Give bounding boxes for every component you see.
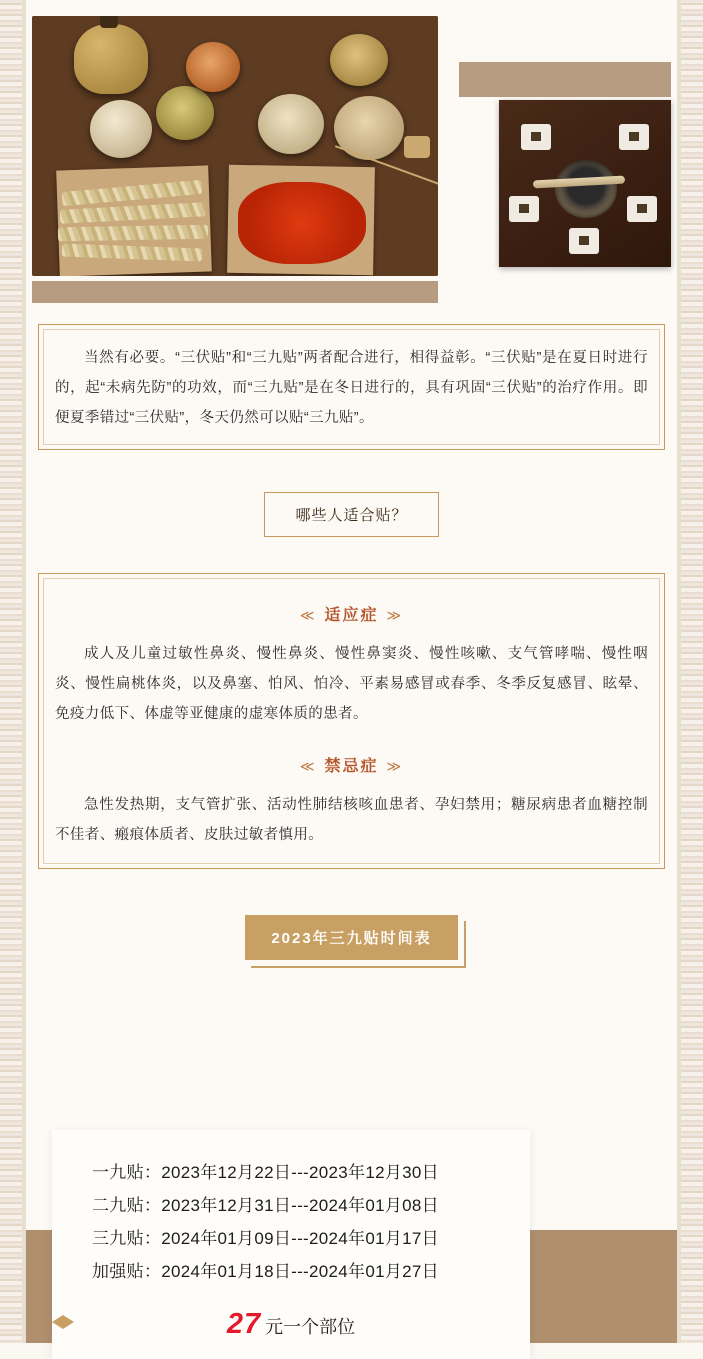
- price-row: [52, 1308, 530, 1341]
- bowl-sliced-root: [90, 100, 152, 158]
- bowl-orange-herb: [186, 42, 240, 92]
- diamond-left-icon: ≪: [299, 607, 317, 623]
- schedule-line-2: 二九贴：2023年12月31日---2024年01月08日: [92, 1196, 439, 1215]
- article-page: [26, 0, 677, 1343]
- bowl-sticks: [330, 34, 388, 86]
- moxibustion-photo: [499, 100, 671, 267]
- contraindications-text: 急性发热期，支气管扩张、活动性肺结核咳血患者、孕妇禁用；糖尿病患者血糖控制不佳者、瘢痕体质者、皮肤过敏者慎用。: [55, 797, 648, 843]
- question-heading-wrap: [26, 492, 677, 537]
- decorative-band-top: [459, 62, 671, 97]
- timetable-heading: 2023年三九贴时间表: [245, 915, 457, 960]
- question-heading: 哪些人适合贴？: [264, 492, 438, 537]
- left-decorative-border: [0, 0, 26, 1343]
- saffron-pile: [238, 182, 366, 264]
- schedule-line-4: 加强贴：2024年01月18日---2024年01月27日: [92, 1262, 439, 1281]
- indications-title-row: [55, 602, 648, 625]
- patch-2: [619, 124, 649, 150]
- wooden-tag: [404, 136, 430, 158]
- bottom-section: [26, 1130, 677, 1343]
- timetable-heading-wrap: [26, 915, 677, 960]
- indications-title: 适应症: [324, 607, 379, 624]
- herbs-photo: [32, 16, 438, 276]
- patch-3: [509, 196, 539, 222]
- price-unit: 元一个部位: [265, 1317, 356, 1337]
- root-slice-3: [58, 225, 208, 242]
- diamond-left-icon-2: ≪: [299, 758, 317, 774]
- price-amount: 27: [226, 1308, 262, 1340]
- right-decorative-border: [677, 0, 703, 1343]
- schedule-card: [52, 1130, 530, 1359]
- schedule-line-1: 一九贴：2023年12月22日---2023年12月30日: [92, 1163, 439, 1182]
- contraindications-title: 禁忌症: [324, 758, 379, 775]
- decorative-band-bottom: [32, 281, 438, 303]
- schedule-line-3: 三九贴：2024年01月09日---2024年01月17日: [92, 1229, 439, 1248]
- conditions-box: [38, 573, 665, 869]
- intro-paragraph: 当然有必要。“三伏贴”和“三九贴”两者配合进行，相得益彰。“三伏贴”是在夏日时进行的，起“未病先防”的功效，而“三九贴”是在冬日进行的，具有巩固“三伏贴”的治疗作用。即便夏季错过“三伏贴”，冬天仍然可以贴“三九贴”。: [55, 350, 648, 426]
- patch-4: [627, 196, 657, 222]
- indications-text: 成人及儿童过敏性鼻炎、慢性鼻炎、慢性鼻窦炎、慢性咳嗽、支气管哮喘、慢性咽炎、慢性扁桃体炎，以及鼻塞、怕风、怕冷、平素易感冒或春季、冬季反复感冒、眩晕、免疫力低下、体虚等亚健康的虚寒体质的患者。: [55, 646, 648, 722]
- bowl-white-slices: [258, 94, 324, 154]
- contraindications-title-row: [55, 753, 648, 776]
- patch-1: [521, 124, 551, 150]
- intro-box: [38, 324, 665, 450]
- bowl-dried-herb: [156, 86, 214, 140]
- moxa-bowl: [555, 160, 617, 218]
- patch-5: [569, 228, 599, 254]
- photo-area: [26, 0, 677, 300]
- diamond-right-icon-2: ≫: [386, 758, 404, 774]
- diamond-right-icon: ≫: [386, 607, 404, 623]
- brass-teapot-icon: [74, 24, 148, 94]
